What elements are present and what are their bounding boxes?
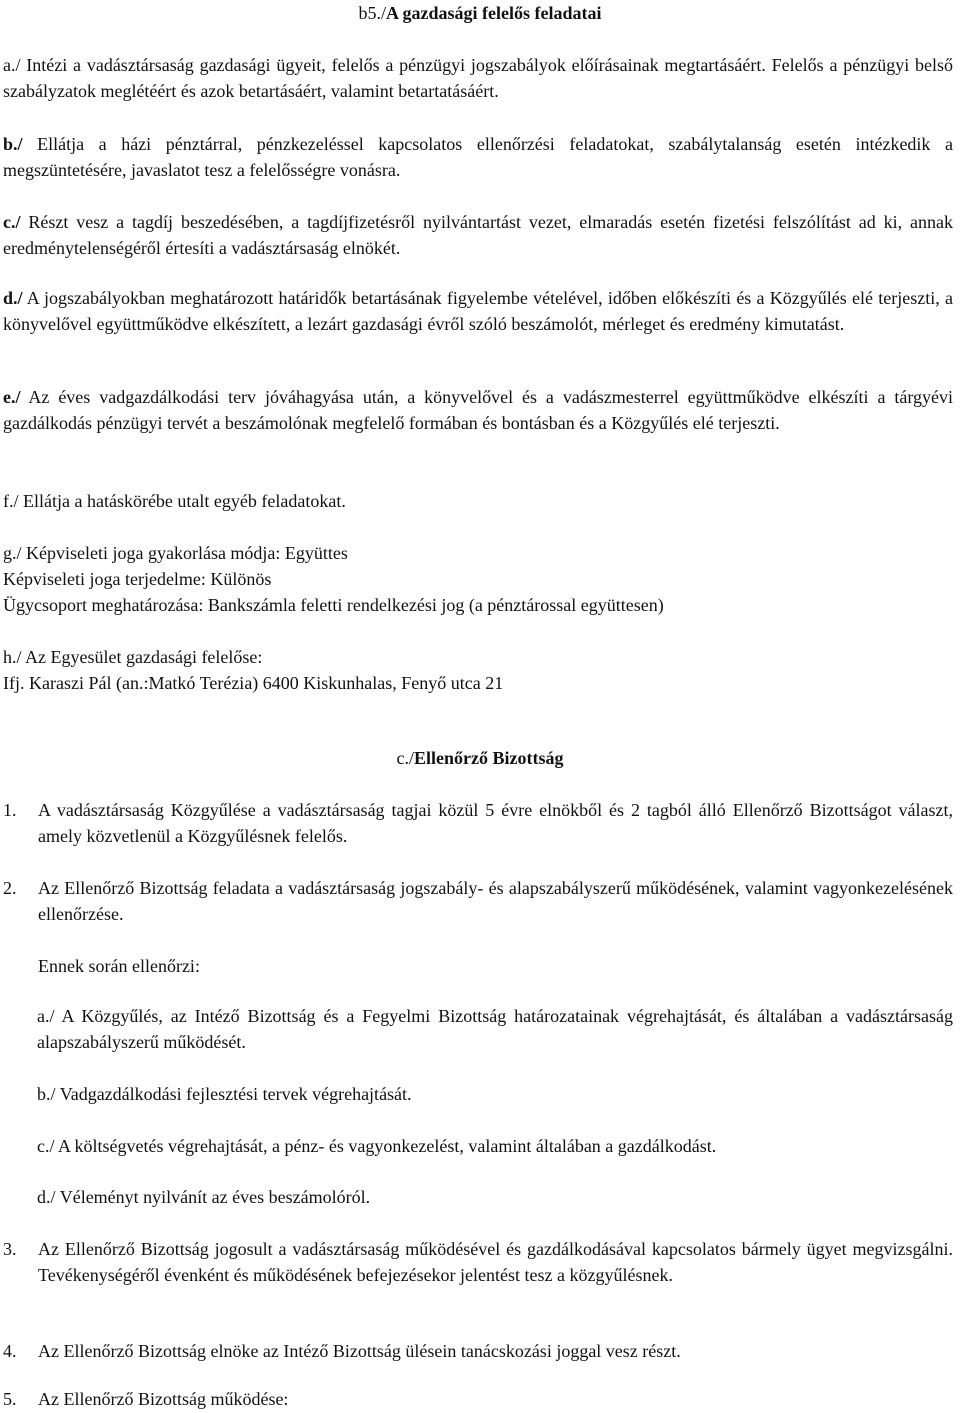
item-text: A vadásztársaság Közgyűlése a vadásztársaság tagjai közül 5 évre elnökből és 2 tagból álló Ellenőrző Bizottságot választ, amely közvetlenül a Közgyűlésnek felelős. [38, 800, 953, 846]
numbered-item-4 [3, 1338, 953, 1364]
paragraph-d [3, 285, 953, 337]
item-text: Az Ellenőrző Bizottság jogosult a vadásztársaság működésével és gazdálkodásával kapcsolatos bármely ügyet megvizsgálni. Tevékenységéről évenként és működésének befejezésekor jelentést tesz a közgyűlésnek. [38, 1239, 953, 1285]
section-title-prefix: c./ [396, 748, 414, 768]
section-title-text: Ellenőrző Bizottság [414, 748, 564, 768]
case-group-line: Ügycsoport meghatározása: Bankszámla feletti rendelkezési jog (a pénztárossal együttesen) [3, 595, 664, 615]
paragraph-text: Ellátja a házi pénztárral, pénzkezeléssel kapcsolatos ellenőrzési feladatokat, szabálytalanság esetén intézkedik a megszüntetésére, javaslatot tesz a felelősségre vonásra. [3, 134, 953, 180]
check-item-d [37, 1184, 953, 1210]
check-tag: a./ [37, 1006, 55, 1026]
check-item-c [37, 1133, 953, 1159]
section-title-gazdasagi-felelos [0, 0, 960, 26]
paragraph-tag: d./ [3, 288, 23, 308]
paragraph-f [3, 488, 953, 514]
paragraph-text: Intézi a vadásztársaság gazdasági ügyeit, felelős a pénzügyi jogszabályok előírásainak megtartásáért. Felelős a pénzügyi belső szabályzatok meglétéért és azok betartásáért, valamint betartatásáért. [3, 55, 953, 101]
check-item-b [37, 1081, 953, 1107]
item-number: 5. [3, 1389, 17, 1409]
paragraph-tag: f./ [3, 491, 19, 511]
check-tag: c./ [37, 1136, 55, 1156]
paragraph-e [3, 384, 953, 436]
item-text: Az Ellenőrző Bizottság működése: [38, 1389, 289, 1409]
check-tag: d./ [37, 1187, 56, 1207]
item-text: Az Ellenőrző Bizottság elnöke az Intéző Bizottság ülésein tanácskozási joggal vesz részt. [38, 1341, 681, 1361]
economic-officer-name: Ifj. Karaszi Pál (an.:Matkó Terézia) 6400 Kiskunhalas, Fenyő utca 21 [3, 673, 504, 693]
paragraph-c [3, 209, 953, 261]
section-title-text: A gazdasági felelős feladatai [386, 3, 602, 23]
check-item-a [37, 1003, 953, 1055]
paragraph-tag: a./ [3, 55, 21, 75]
item-text: Az Ellenőrző Bizottság feladata a vadásztársaság jogszabály- és alapszabályszerű működésének, valamint vagyonkezelésének ellenőrzése. [38, 878, 953, 924]
paragraph-text: A jogszabályokban meghatározott határidők betartásának figyelembe vételével, időben előkészíti és a Közgyűlés elé terjeszti, a könyvelővel együttműködve elkészített, a lezárt gazdasági évről szóló beszámolót, mérleget és eredmény kimutatást. [3, 288, 953, 334]
paragraph-text: Ellátja a hatáskörébe utalt egyéb feladatokat. [18, 491, 346, 511]
numbered-item-5 [3, 1386, 953, 1412]
paragraph-text: Részt vesz a tagdíj beszedésében, a tagdíjfizetésről nyilvántartást vezet, elmaradás esetén fizetési felszólítást ad ki, annak eredménytelenségéről értesíti a vadásztársaság elnökét. [3, 212, 953, 258]
check-text: Vadgazdálkodási fejlesztési tervek végrehajtását. [59, 1084, 412, 1104]
paragraph-a [3, 52, 953, 104]
item-number: 3. [3, 1239, 17, 1259]
item-number: 4. [3, 1341, 17, 1361]
paragraph-tag: c./ [3, 212, 21, 232]
economic-officer-label: h./ Az Egyesület gazdasági felelőse: [3, 647, 263, 667]
paragraph-text: Az éves vadgazdálkodási terv jóváhagyása után, a könyvelővel és a vadászmesterrel együttműködve elkészíti a tárgyévi gazdálkodás pénzügyi tervét a beszámolónak megfelelő formában és bontásban és a Közgyűlés elé terjeszti. [3, 387, 953, 433]
check-tag: b./ [37, 1084, 56, 1104]
representation-scope-line: Képviseleti joga terjedelme: Különös [3, 569, 272, 589]
section-title-ellenorzo-bizottsag [0, 745, 960, 771]
item-number: 1. [3, 800, 17, 820]
checks-intro: Ennek során ellenőrzi: [38, 956, 200, 976]
check-text: A Közgyűlés, az Intéző Bizottság és a Fegyelmi Bizottság határozatainak végrehajtását, és általában a vadásztársaság alapszabályszerű működését. [37, 1006, 954, 1052]
paragraph-b [3, 131, 953, 183]
paragraph-tag: b./ [3, 134, 23, 154]
numbered-item-1 [3, 797, 953, 849]
paragraph-tag: e./ [3, 387, 21, 407]
numbered-item-3 [3, 1236, 953, 1288]
check-text: A költségvetés végrehajtását, a pénz- és vagyonkezelést, valamint általában a gazdálkodást. [58, 1136, 717, 1156]
numbered-item-2 [3, 875, 953, 927]
section-title-prefix: b5./ [358, 3, 387, 23]
item-number: 2. [3, 878, 17, 898]
check-text: Véleményt nyilvánít az éves beszámolóról. [59, 1187, 371, 1207]
representation-mode-line: g./ Képviseleti joga gyakorlása módja: Együttes [3, 543, 348, 563]
